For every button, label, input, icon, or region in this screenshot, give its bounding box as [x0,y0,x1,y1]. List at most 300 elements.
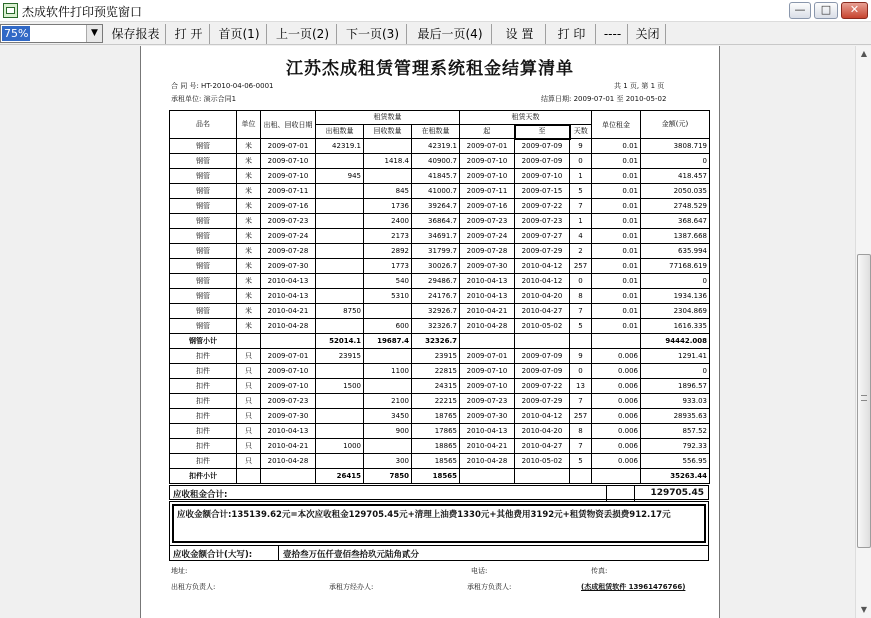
divider [606,486,607,501]
table-row [170,409,710,424]
table-row [170,424,710,439]
table-row [170,154,710,169]
cell-back: 3450 [364,409,412,424]
cell-in: 36864.7 [412,214,460,229]
cell-in: 31799.7 [412,244,460,259]
cell-amount: 1291.41 [641,349,710,364]
first-page-button[interactable]: 首页(1) [212,24,267,44]
cell-price: 0.01 [592,184,641,199]
open-button[interactable]: 打 开 [168,24,210,44]
cell-price: 0.006 [592,409,641,424]
cell-date: 2009-07-16 [261,199,316,214]
table-row [170,139,710,154]
cell-amount: 0 [641,274,710,289]
separator-button[interactable]: ---- [598,24,628,44]
cell-from: 2009-07-23 [460,214,515,229]
cell-days: 13 [570,379,592,394]
cell-unit: 只 [237,349,261,364]
cell-days: 7 [570,304,592,319]
header-back: 回收数量 [364,125,412,139]
cell-date: 2009-07-24 [261,229,316,244]
cell-name: 扣件 [170,439,237,454]
summary-inner [172,504,706,543]
cell-from: 2010-04-28 [460,319,515,334]
total-label: 应收租金合计: [173,490,228,500]
cell-date: 2009-07-01 [261,139,316,154]
cell-out: 945 [316,169,364,184]
cell-in: 32326.7 [412,319,460,334]
cell-name: 钢管小计 [170,334,237,349]
cell-to: 2009-07-29 [515,244,570,259]
report-title: 江苏杰成租赁管理系统租金结算清单 [286,59,574,79]
cell-back [364,439,412,454]
cell-name: 钢管 [170,229,237,244]
cell-to: 2009-07-09 [515,139,570,154]
next-page-button[interactable]: 下一页(3) [339,24,407,44]
cell-back: 7850 [364,469,412,484]
print-button[interactable]: 打 印 [548,24,596,44]
last-page-button[interactable]: 最后一页(4) [409,24,492,44]
cell-from: 2009-07-10 [460,379,515,394]
cell-back: 2100 [364,394,412,409]
table-row [170,304,710,319]
table-row [170,229,710,244]
table-row [170,469,710,484]
lessee-name: 承租单位: 演示合同1 [171,95,237,103]
cell-date: 2009-07-28 [261,244,316,259]
cell-from: 2009-07-10 [460,154,515,169]
cell-price: 0.01 [592,139,641,154]
cell-unit: 只 [237,364,261,379]
cell-unit: 只 [237,409,261,424]
cell-date: 2009-07-10 [261,154,316,169]
cell-in: 42319.1 [412,139,460,154]
cell-out: 1500 [316,379,364,394]
cell-out: 8750 [316,304,364,319]
cell-unit: 米 [237,214,261,229]
amount-words-value: 壹拾叁万伍仟壹佰叁拾玖元陆角贰分 [283,550,420,560]
cell-out [316,454,364,469]
cell-in: 41845.7 [412,169,460,184]
maximize-button[interactable]: □ [814,2,838,19]
cell-amount: 2304.869 [641,304,710,319]
cell-name: 钢管 [170,259,237,274]
cell-back [364,349,412,364]
cell-in: 41000.7 [412,184,460,199]
header-price: 单位租金 [592,111,641,139]
table-row [170,349,710,364]
cell-unit: 米 [237,184,261,199]
cell-unit [237,334,261,349]
cell-name: 钢管 [170,214,237,229]
cell-amount: 28935.63 [641,409,710,424]
vendor-info: (杰成租赁软件 13961476766) [581,583,686,591]
cell-back [364,169,412,184]
cell-amount: 933.03 [641,394,710,409]
save-report-button[interactable]: 保存报表 [106,24,166,44]
cell-amount: 0 [641,154,710,169]
header-qty-group: 租赁数量 [316,111,460,125]
amount-words-label: 应收金额合计(大写): [173,550,253,560]
header-name: 品名 [170,111,237,139]
header-date: 出租、回收日期 [261,111,316,139]
cell-amount: 0 [641,364,710,379]
cell-back: 1773 [364,259,412,274]
cell-price: 0.006 [592,424,641,439]
header-days: 天数 [570,125,592,139]
cell-out: 52014.1 [316,334,364,349]
scroll-thumb[interactable] [857,254,871,548]
cell-date: 2010-04-13 [261,289,316,304]
cell-out: 42319.1 [316,139,364,154]
table-row [170,214,710,229]
prev-page-button[interactable]: 上一页(2) [269,24,337,44]
cell-from: 2009-07-24 [460,229,515,244]
setup-button[interactable]: 设 置 [494,24,546,44]
close-window-button[interactable]: ✕ [841,2,868,19]
cell-back: 2400 [364,214,412,229]
cell-from: 2010-04-28 [460,454,515,469]
vertical-scrollbar[interactable] [855,46,871,618]
cell-back: 2173 [364,229,412,244]
cell-date: 2010-04-28 [261,319,316,334]
cell-unit: 米 [237,289,261,304]
cell-days: 4 [570,229,592,244]
cell-date [261,334,316,349]
cell-date: 2010-04-28 [261,454,316,469]
zoom-value: 75% [4,27,29,40]
table-row [170,454,710,469]
cell-from: 2009-07-11 [460,184,515,199]
lessee-agent: 承租方经办人: [329,583,374,591]
cell-price: 0.01 [592,214,641,229]
summary-box [169,501,709,546]
cell-to: 2009-07-10 [515,169,570,184]
cell-days: 7 [570,439,592,454]
cell-date: 2010-04-21 [261,439,316,454]
cell-from [460,469,515,484]
cell-name: 钢管 [170,169,237,184]
cell-unit: 只 [237,379,261,394]
cell-date: 2009-07-11 [261,184,316,199]
cell-unit: 米 [237,199,261,214]
header-to: 至 [515,125,570,139]
scroll-up-icon[interactable]: ▲ [860,49,868,58]
cell-amount: 418.457 [641,169,710,184]
cell-name: 钢管 [170,184,237,199]
divider [278,546,279,561]
cell-date: 2010-04-21 [261,304,316,319]
cell-date: 2010-04-13 [261,274,316,289]
cell-back: 600 [364,319,412,334]
report-page [140,46,720,618]
cell-from: 2009-07-23 [460,394,515,409]
cell-from: 2010-04-13 [460,274,515,289]
cell-out [316,289,364,304]
contract-number: 合 同 号: HT-2010-04-06-0001 [171,82,274,90]
header-amount: 金额(元) [641,111,710,139]
cell-out [316,424,364,439]
cell-price [592,469,641,484]
divider [634,486,635,501]
cell-days: 5 [570,454,592,469]
cell-unit: 只 [237,439,261,454]
table-row [170,289,710,304]
cell-date [261,469,316,484]
cell-from [460,334,515,349]
cell-unit: 只 [237,454,261,469]
cell-days: 8 [570,424,592,439]
total-value: 129705.45 [650,488,704,498]
cell-date: 2009-07-01 [261,349,316,364]
cell-to [515,334,570,349]
cell-in: 32926.7 [412,304,460,319]
cell-name: 扣件 [170,364,237,379]
cell-in: 18865 [412,439,460,454]
cell-from: 2010-04-13 [460,289,515,304]
cell-in: 22815 [412,364,460,379]
cell-out: 23915 [316,349,364,364]
cell-name: 钢管 [170,304,237,319]
cell-price: 0.01 [592,304,641,319]
cell-date: 2010-04-13 [261,424,316,439]
cell-unit: 米 [237,274,261,289]
total-row [169,485,709,500]
cell-to: 2009-07-09 [515,364,570,379]
cell-unit: 米 [237,229,261,244]
cell-unit: 米 [237,169,261,184]
cell-price: 0.01 [592,229,641,244]
settlement-period: 结算日期: 2009-07-01 至 2010-05-02 [541,95,667,103]
cell-unit: 只 [237,424,261,439]
table-row [170,319,710,334]
cell-days: 9 [570,349,592,364]
cell-days: 1 [570,169,592,184]
cell-out [316,214,364,229]
cell-price: 0.006 [592,349,641,364]
cell-date: 2009-07-30 [261,259,316,274]
cell-from: 2009-07-28 [460,244,515,259]
cell-back: 845 [364,184,412,199]
cell-name: 钢管 [170,199,237,214]
cell-date: 2009-07-30 [261,409,316,424]
cell-unit: 米 [237,139,261,154]
phone-label: 电话: [471,567,488,575]
cell-back: 300 [364,454,412,469]
cell-days: 5 [570,319,592,334]
cell-to: 2009-07-09 [515,349,570,364]
cell-amount: 3808.719 [641,139,710,154]
cell-from: 2009-07-01 [460,349,515,364]
title-bar [0,0,871,22]
cell-unit: 米 [237,154,261,169]
cell-in: 24176.7 [412,289,460,304]
cell-in: 32326.7 [412,334,460,349]
cell-days: 9 [570,139,592,154]
cell-amount: 1896.57 [641,379,710,394]
cell-days: 0 [570,274,592,289]
cell-from: 2010-04-13 [460,424,515,439]
cell-price: 0.01 [592,289,641,304]
zoom-select[interactable] [0,24,103,43]
close-button[interactable]: 关闭 [630,24,666,44]
table-row [170,184,710,199]
cell-to [515,469,570,484]
cell-back [364,304,412,319]
cell-in: 40900.7 [412,154,460,169]
cell-back: 19687.4 [364,334,412,349]
cell-days: 7 [570,199,592,214]
cell-out [316,394,364,409]
cell-amount: 77168.619 [641,259,710,274]
header-days-group: 租赁天数 [460,111,592,125]
cell-price: 0.01 [592,154,641,169]
cell-unit [237,469,261,484]
cell-price: 0.01 [592,244,641,259]
table-row [170,394,710,409]
grip-icon [861,395,867,401]
cell-amount: 1387.668 [641,229,710,244]
table-row [170,199,710,214]
cell-from: 2009-07-30 [460,259,515,274]
cell-price: 0.006 [592,454,641,469]
cell-out [316,274,364,289]
cell-price: 0.006 [592,394,641,409]
cell-name: 钢管 [170,319,237,334]
header-in: 在租数量 [412,125,460,139]
cell-to: 2010-04-27 [515,439,570,454]
table-row [170,274,710,289]
cell-amount: 556.95 [641,454,710,469]
cell-out [316,409,364,424]
cell-amount: 2748.529 [641,199,710,214]
cell-to: 2009-07-29 [515,394,570,409]
cell-in: 34691.7 [412,229,460,244]
cell-to: 2010-05-02 [515,454,570,469]
cell-to: 2009-07-22 [515,199,570,214]
cell-out [316,229,364,244]
cell-from: 2009-07-01 [460,139,515,154]
cell-out [316,199,364,214]
cell-amount: 1616.335 [641,319,710,334]
address-label: 地址: [171,567,188,575]
cell-date: 2009-07-10 [261,169,316,184]
cell-price: 0.01 [592,274,641,289]
cell-from: 2009-07-10 [460,169,515,184]
cell-in: 22215 [412,394,460,409]
cell-days [570,469,592,484]
cell-price: 0.01 [592,199,641,214]
cell-price: 0.006 [592,379,641,394]
summary-text: 应收金额合计:135139.62元=本次应收租金129705.45元+清理上油费1330元+其他费用3192元+租赁物资丢损费912.17元 [177,510,671,520]
cell-days: 257 [570,259,592,274]
cell-in: 18765 [412,409,460,424]
cell-to: 2009-07-23 [515,214,570,229]
cell-name: 扣件 [170,349,237,364]
cell-amount: 2050.035 [641,184,710,199]
cell-amount: 35263.44 [641,469,710,484]
cell-to: 2010-05-02 [515,319,570,334]
cell-to: 2010-04-12 [515,259,570,274]
table-row [170,364,710,379]
cell-days: 257 [570,409,592,424]
cell-to: 2010-04-20 [515,289,570,304]
cell-price: 0.006 [592,364,641,379]
scroll-down-icon[interactable]: ▼ [860,605,868,614]
cell-name: 钢管 [170,154,237,169]
cell-name: 钢管 [170,274,237,289]
cell-days [570,334,592,349]
cell-price: 0.01 [592,319,641,334]
cell-name: 扣件 [170,394,237,409]
cell-from: 2009-07-30 [460,409,515,424]
table-row [170,259,710,274]
cell-out [316,244,364,259]
cell-back [364,379,412,394]
minimize-button[interactable]: — [789,2,811,19]
cell-unit: 米 [237,244,261,259]
page-info: 共 1 页, 第 1 页 [614,82,665,90]
cell-in: 24315 [412,379,460,394]
cell-price: 0.01 [592,259,641,274]
toolbar [0,23,871,45]
cell-from: 2009-07-16 [460,199,515,214]
cell-name: 扣件小计 [170,469,237,484]
cell-days: 0 [570,364,592,379]
lessor-rep: 出租方负责人: [171,583,216,591]
cell-from: 2009-07-10 [460,364,515,379]
cell-in: 39264.7 [412,199,460,214]
chevron-down-icon[interactable]: ▼ [86,25,102,42]
cell-name: 钢管 [170,139,237,154]
cell-amount: 857.52 [641,424,710,439]
cell-back: 1736 [364,199,412,214]
header-unit: 单位 [237,111,261,139]
cell-date: 2009-07-23 [261,394,316,409]
cell-amount: 635.994 [641,244,710,259]
cell-name: 扣件 [170,379,237,394]
cell-amount: 792.33 [641,439,710,454]
cell-date: 2009-07-10 [261,364,316,379]
cell-in: 30026.7 [412,259,460,274]
cell-name: 钢管 [170,244,237,259]
cell-to: 2009-07-27 [515,229,570,244]
cell-price [592,334,641,349]
cell-name: 扣件 [170,424,237,439]
cell-unit: 米 [237,259,261,274]
settlement-table [169,110,710,484]
cell-unit: 只 [237,394,261,409]
header-out: 出租数量 [316,125,364,139]
cell-days: 8 [570,289,592,304]
cell-unit: 米 [237,304,261,319]
cell-out: 26415 [316,469,364,484]
lessee-rep: 承租方负责人: [467,583,512,591]
cell-from: 2010-04-21 [460,439,515,454]
table-row [170,244,710,259]
cell-days: 7 [570,394,592,409]
cell-back: 1100 [364,364,412,379]
cell-name: 扣件 [170,454,237,469]
cell-back: 2892 [364,244,412,259]
table-row [170,379,710,394]
table-row [170,334,710,349]
cell-in: 17865 [412,424,460,439]
app-icon [3,3,18,18]
cell-amount: 94442.008 [641,334,710,349]
cell-back [364,139,412,154]
cell-price: 0.006 [592,439,641,454]
